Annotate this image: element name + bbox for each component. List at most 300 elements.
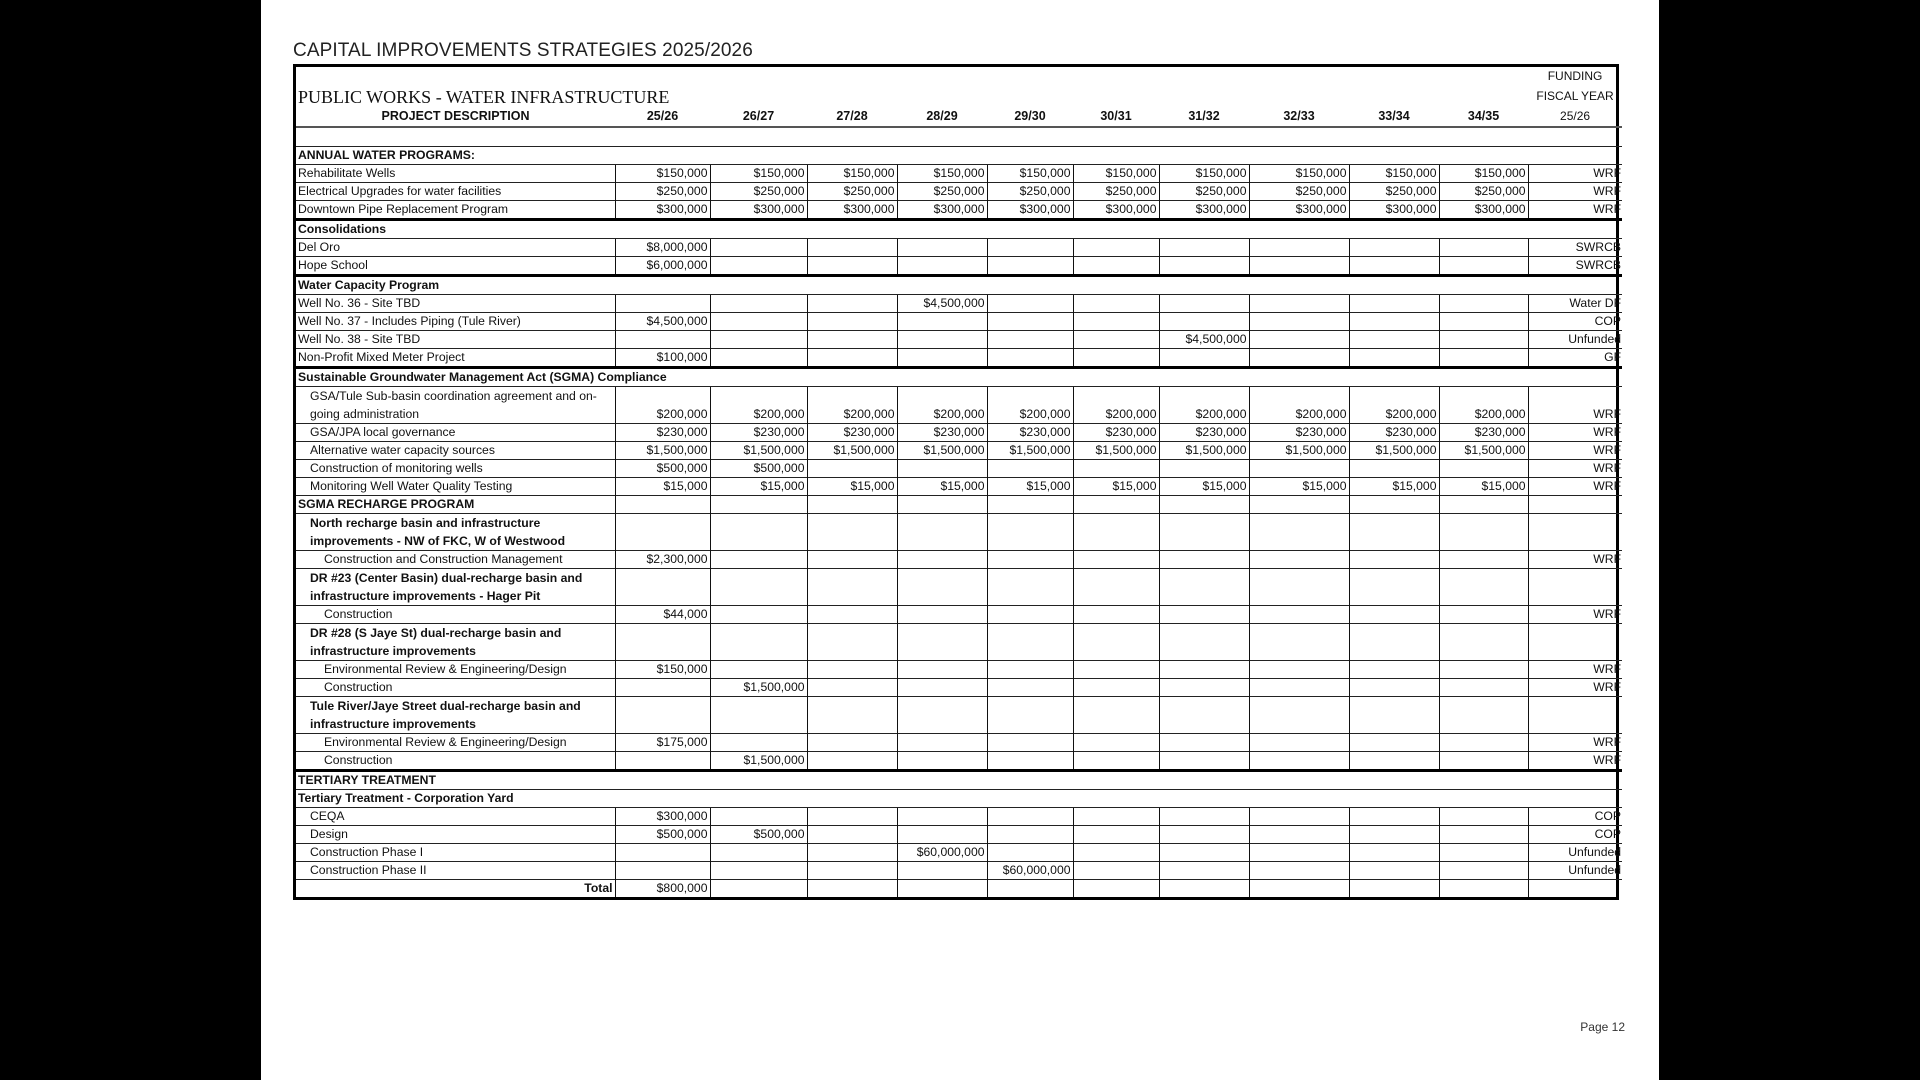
- amount-cell: [1073, 331, 1159, 349]
- amount-cell: [897, 239, 987, 257]
- amount-cell: $4,500,000: [1159, 331, 1249, 349]
- amount-cell: [1073, 734, 1159, 752]
- amount-cell: [987, 606, 1073, 624]
- amount-cell: [1073, 569, 1159, 606]
- amount-cell: [1249, 295, 1349, 313]
- amount-cell: [987, 679, 1073, 697]
- amount-cell: $200,000: [615, 387, 710, 424]
- amount-cell: [1073, 514, 1159, 551]
- amount-cell: [710, 844, 807, 862]
- amount-cell: [1349, 862, 1439, 880]
- section-header-row: [296, 276, 1622, 295]
- amount-cell: [1349, 624, 1439, 661]
- amount-cell: $300,000: [1349, 201, 1439, 220]
- funding-source-cell: COP: [1528, 808, 1622, 826]
- amount-cell: [1249, 697, 1349, 734]
- amount-cell: [1439, 844, 1528, 862]
- amount-cell: $800,000: [615, 880, 710, 898]
- capital-improvements-table: [296, 67, 1622, 897]
- amount-cell: [710, 349, 807, 368]
- section-header-row: [296, 771, 1622, 790]
- project-description: Well No. 38 - Site TBD: [296, 331, 615, 349]
- amount-cell: $230,000: [1073, 424, 1159, 442]
- amount-cell: [987, 826, 1073, 844]
- amount-cell: $150,000: [807, 165, 897, 183]
- amount-cell: [897, 569, 987, 606]
- amount-cell: $230,000: [1349, 424, 1439, 442]
- amount-cell: [897, 313, 987, 331]
- amount-cell: [987, 514, 1073, 551]
- amount-cell: [1439, 697, 1528, 734]
- funding-header-line1: FUNDING: [1547, 69, 1603, 83]
- funding-source-cell: [1528, 624, 1622, 661]
- amount-cell: $500,000: [710, 826, 807, 844]
- amount-cell: [1349, 606, 1439, 624]
- amount-cell: [1249, 257, 1349, 276]
- project-description: Environmental Review & Engineering/Design: [296, 734, 615, 752]
- amount-cell: $300,000: [615, 201, 710, 220]
- table-row: [296, 165, 1622, 183]
- amount-cell: $175,000: [615, 734, 710, 752]
- amount-cell: [987, 331, 1073, 349]
- agency-title: PUBLIC WORKS - WATER INFRASTRUCTURE: [298, 87, 670, 106]
- amount-cell: $250,000: [1249, 183, 1349, 201]
- table-row: [296, 478, 1622, 496]
- project-description: Rehabilitate Wells: [296, 165, 615, 183]
- amount-cell: $150,000: [1439, 165, 1528, 183]
- amount-cell: [1159, 239, 1249, 257]
- amount-cell: $44,000: [615, 606, 710, 624]
- table-row: [296, 460, 1622, 478]
- year-header: 31/32: [1188, 108, 1220, 123]
- amount-cell: [1159, 295, 1249, 313]
- funding-source-cell: WRF: [1528, 752, 1622, 771]
- header-row-agency: [296, 86, 1622, 106]
- amount-cell: [615, 844, 710, 862]
- project-description: Electrical Upgrades for water facilities: [296, 183, 615, 201]
- table-row: [296, 606, 1622, 624]
- project-description: DR #28 (S Jaye St) dual-recharge basin and infrastructure improvements: [296, 624, 615, 661]
- amount-cell: [710, 551, 807, 569]
- amount-cell: $8,000,000: [615, 239, 710, 257]
- table-row: [296, 349, 1622, 368]
- table-row: [296, 826, 1622, 844]
- year-header: 32/33: [1283, 108, 1315, 123]
- amount-cell: [1159, 606, 1249, 624]
- amount-cell: $250,000: [1159, 183, 1249, 201]
- amount-cell: [897, 880, 987, 898]
- section-title: Sustainable Groundwater Management Act (SGMA) Compliance: [296, 368, 1622, 387]
- amount-cell: [1249, 734, 1349, 752]
- amount-cell: [1349, 880, 1439, 898]
- amount-cell: [1073, 862, 1159, 880]
- amount-cell: [1349, 349, 1439, 368]
- amount-cell: [1249, 826, 1349, 844]
- amount-cell: [987, 697, 1073, 734]
- funding-source-cell: WRF: [1528, 442, 1622, 460]
- funding-source-cell: [1528, 496, 1622, 514]
- funding-source-cell: WRF: [1528, 679, 1622, 697]
- table-row: [296, 624, 1622, 661]
- amount-cell: [1439, 624, 1528, 661]
- project-description: Construction: [296, 679, 615, 697]
- amount-cell: [1249, 460, 1349, 478]
- project-description: Downtown Pipe Replacement Program: [296, 201, 615, 220]
- amount-cell: $250,000: [1439, 183, 1528, 201]
- project-description: Construction: [296, 752, 615, 771]
- document-page: [261, 0, 1659, 1080]
- funding-source-cell: WRF: [1528, 460, 1622, 478]
- table-row: [296, 734, 1622, 752]
- project-description: Design: [296, 826, 615, 844]
- amount-cell: $200,000: [1349, 387, 1439, 424]
- amount-cell: [1349, 295, 1439, 313]
- amount-cell: [1249, 862, 1349, 880]
- amount-cell: [710, 624, 807, 661]
- amount-cell: [1439, 460, 1528, 478]
- funding-source-cell: WRF: [1528, 551, 1622, 569]
- amount-cell: $15,000: [1249, 478, 1349, 496]
- amount-cell: $230,000: [710, 424, 807, 442]
- amount-cell: $150,000: [897, 165, 987, 183]
- amount-cell: [1439, 606, 1528, 624]
- amount-cell: [1073, 239, 1159, 257]
- project-description: DR #23 (Center Basin) dual-recharge basin and infrastructure improvements - Hager Pit: [296, 569, 615, 606]
- amount-cell: [1249, 880, 1349, 898]
- amount-cell: $250,000: [1073, 183, 1159, 201]
- project-description: Del Oro: [296, 239, 615, 257]
- amount-cell: [710, 514, 807, 551]
- amount-cell: $230,000: [807, 424, 897, 442]
- amount-cell: $200,000: [1249, 387, 1349, 424]
- amount-cell: [1439, 551, 1528, 569]
- amount-cell: [807, 624, 897, 661]
- amount-cell: $150,000: [1249, 165, 1349, 183]
- funding-source-cell: WRF: [1528, 387, 1622, 424]
- amount-cell: [1439, 862, 1528, 880]
- amount-cell: [1159, 551, 1249, 569]
- project-description: Alternative water capacity sources: [296, 442, 615, 460]
- amount-cell: [897, 331, 987, 349]
- amount-cell: $300,000: [1073, 201, 1159, 220]
- amount-cell: $15,000: [710, 478, 807, 496]
- amount-cell: [807, 331, 897, 349]
- amount-cell: [1249, 551, 1349, 569]
- funding-header-line2: FISCAL YEAR: [1536, 88, 1614, 103]
- amount-cell: [615, 569, 710, 606]
- amount-cell: [807, 880, 897, 898]
- funding-source-cell: SWRCB: [1528, 239, 1622, 257]
- year-header: 28/29: [926, 108, 958, 123]
- amount-cell: [897, 826, 987, 844]
- funding-header-line3: 25/26: [1560, 108, 1591, 123]
- amount-cell: $250,000: [807, 183, 897, 201]
- amount-cell: [1159, 624, 1249, 661]
- table-row: [296, 697, 1622, 734]
- funding-source-cell: WRF: [1528, 478, 1622, 496]
- amount-cell: [1159, 496, 1249, 514]
- amount-cell: [615, 697, 710, 734]
- funding-source-cell: Unfunded: [1528, 844, 1622, 862]
- funding-source-cell: [1528, 880, 1622, 898]
- amount-cell: [807, 808, 897, 826]
- amount-cell: [807, 606, 897, 624]
- project-description: Environmental Review & Engineering/Design: [296, 661, 615, 679]
- amount-cell: [897, 496, 987, 514]
- amount-cell: $230,000: [615, 424, 710, 442]
- total-label: Total: [296, 880, 615, 898]
- amount-cell: $150,000: [1073, 165, 1159, 183]
- amount-cell: [1439, 752, 1528, 771]
- amount-cell: [615, 331, 710, 349]
- funding-source-cell: Unfunded: [1528, 862, 1622, 880]
- amount-cell: [987, 257, 1073, 276]
- amount-cell: $150,000: [710, 165, 807, 183]
- amount-cell: [1349, 514, 1439, 551]
- amount-cell: [1159, 679, 1249, 697]
- project-description: Construction: [296, 606, 615, 624]
- year-header: 26/27: [742, 108, 775, 123]
- amount-cell: [987, 734, 1073, 752]
- amount-cell: [1439, 313, 1528, 331]
- amount-cell: [615, 752, 710, 771]
- amount-cell: [710, 313, 807, 331]
- amount-cell: [1073, 496, 1159, 514]
- amount-cell: [615, 862, 710, 880]
- amount-cell: $500,000: [710, 460, 807, 478]
- funding-source-cell: WRF: [1528, 734, 1622, 752]
- amount-cell: [1439, 808, 1528, 826]
- amount-cell: [1073, 295, 1159, 313]
- funding-source-cell: WRF: [1528, 606, 1622, 624]
- amount-cell: [897, 679, 987, 697]
- amount-cell: [1159, 826, 1249, 844]
- amount-cell: [807, 752, 897, 771]
- amount-cell: $15,000: [615, 478, 710, 496]
- amount-cell: $15,000: [807, 478, 897, 496]
- amount-cell: $250,000: [615, 183, 710, 201]
- amount-cell: $1,500,000: [897, 442, 987, 460]
- amount-cell: $200,000: [807, 387, 897, 424]
- amount-cell: [1349, 661, 1439, 679]
- amount-cell: $200,000: [1073, 387, 1159, 424]
- table-row: [296, 661, 1622, 679]
- table-row: [296, 551, 1622, 569]
- amount-cell: [1073, 844, 1159, 862]
- table-row: [296, 257, 1622, 276]
- amount-cell: [710, 257, 807, 276]
- amount-cell: $300,000: [987, 201, 1073, 220]
- amount-cell: [807, 661, 897, 679]
- amount-cell: [1249, 331, 1349, 349]
- funding-source-cell: WRF: [1528, 424, 1622, 442]
- amount-cell: $200,000: [897, 387, 987, 424]
- amount-cell: $1,500,000: [615, 442, 710, 460]
- amount-cell: [807, 313, 897, 331]
- amount-cell: [1439, 295, 1528, 313]
- project-description: Hope School: [296, 257, 615, 276]
- project-description: CEQA: [296, 808, 615, 826]
- amount-cell: [1159, 862, 1249, 880]
- amount-cell: [1439, 514, 1528, 551]
- amount-cell: [615, 624, 710, 661]
- funding-source-cell: [1528, 697, 1622, 734]
- amount-cell: $1,500,000: [807, 442, 897, 460]
- table-row: [296, 424, 1622, 442]
- funding-source-cell: [1528, 514, 1622, 551]
- amount-cell: [897, 697, 987, 734]
- amount-cell: [710, 295, 807, 313]
- document-title: CAPITAL IMPROVEMENTS STRATEGIES 2025/2026: [293, 40, 753, 61]
- amount-cell: [897, 514, 987, 551]
- amount-cell: $15,000: [1439, 478, 1528, 496]
- spacer-row: [296, 127, 1622, 147]
- amount-cell: [710, 496, 807, 514]
- table-row: [296, 295, 1622, 313]
- amount-cell: $200,000: [1159, 387, 1249, 424]
- amount-cell: [710, 734, 807, 752]
- amount-cell: [1349, 551, 1439, 569]
- amount-cell: $15,000: [897, 478, 987, 496]
- amount-cell: [1073, 661, 1159, 679]
- amount-cell: [1249, 808, 1349, 826]
- table-row: [296, 752, 1622, 771]
- amount-cell: $200,000: [1439, 387, 1528, 424]
- amount-cell: $250,000: [710, 183, 807, 201]
- amount-cell: $1,500,000: [987, 442, 1073, 460]
- amount-cell: [1349, 808, 1439, 826]
- amount-cell: $200,000: [987, 387, 1073, 424]
- amount-cell: $1,500,000: [1439, 442, 1528, 460]
- amount-cell: $230,000: [897, 424, 987, 442]
- amount-cell: [807, 239, 897, 257]
- amount-cell: [807, 460, 897, 478]
- amount-cell: $300,000: [897, 201, 987, 220]
- amount-cell: $15,000: [987, 478, 1073, 496]
- amount-cell: [1349, 569, 1439, 606]
- amount-cell: [1439, 880, 1528, 898]
- amount-cell: [1249, 569, 1349, 606]
- amount-cell: [1349, 734, 1439, 752]
- amount-cell: [1249, 496, 1349, 514]
- amount-cell: [1439, 661, 1528, 679]
- project-description: Construction Phase I: [296, 844, 615, 862]
- amount-cell: [987, 808, 1073, 826]
- funding-source-cell: Water DF: [1528, 295, 1622, 313]
- amount-cell: $150,000: [1159, 165, 1249, 183]
- funding-source-cell: WRF: [1528, 661, 1622, 679]
- funding-source-cell: WRF: [1528, 183, 1622, 201]
- amount-cell: [807, 697, 897, 734]
- funding-source-cell: WRF: [1528, 201, 1622, 220]
- project-description: Construction Phase II: [296, 862, 615, 880]
- amount-cell: $1,500,000: [710, 442, 807, 460]
- amount-cell: [710, 239, 807, 257]
- amount-cell: [807, 257, 897, 276]
- amount-cell: [987, 313, 1073, 331]
- amount-cell: $300,000: [615, 808, 710, 826]
- section-title: Consolidations: [296, 220, 1622, 239]
- amount-cell: $150,000: [1349, 165, 1439, 183]
- amount-cell: [1073, 313, 1159, 331]
- amount-cell: [710, 661, 807, 679]
- amount-cell: [897, 257, 987, 276]
- amount-cell: [615, 514, 710, 551]
- year-header: 30/31: [1100, 108, 1132, 123]
- amount-cell: $15,000: [1073, 478, 1159, 496]
- amount-cell: [1073, 697, 1159, 734]
- amount-cell: [1073, 679, 1159, 697]
- amount-cell: $150,000: [615, 661, 710, 679]
- amount-cell: [1073, 460, 1159, 478]
- table-row: [296, 569, 1622, 606]
- amount-cell: [1159, 313, 1249, 331]
- amount-cell: $230,000: [1159, 424, 1249, 442]
- year-header: 29/30: [1014, 108, 1046, 123]
- amount-cell: $500,000: [615, 460, 710, 478]
- section-title: Water Capacity Program: [296, 276, 1622, 295]
- amount-cell: [897, 349, 987, 368]
- amount-cell: [1439, 239, 1528, 257]
- amount-cell: [1159, 460, 1249, 478]
- project-description: GSA/Tule Sub-basin coordination agreement and on-going administration: [296, 387, 615, 424]
- amount-cell: [710, 569, 807, 606]
- amount-cell: [987, 624, 1073, 661]
- table-row: [296, 862, 1622, 880]
- amount-cell: [807, 496, 897, 514]
- amount-cell: [1159, 349, 1249, 368]
- amount-cell: [1073, 752, 1159, 771]
- amount-cell: [897, 661, 987, 679]
- year-header: 25/26: [646, 108, 679, 123]
- amount-cell: [897, 460, 987, 478]
- amount-cell: [1249, 514, 1349, 551]
- amount-cell: $1,500,000: [1249, 442, 1349, 460]
- amount-cell: [1249, 752, 1349, 771]
- amount-cell: [1349, 313, 1439, 331]
- amount-cell: [807, 551, 897, 569]
- amount-cell: [1159, 514, 1249, 551]
- project-description: Non-Profit Mixed Meter Project: [296, 349, 615, 368]
- table-row: [296, 679, 1622, 697]
- section-header-row: [296, 220, 1622, 239]
- total-row: [296, 880, 1622, 898]
- amount-cell: [710, 862, 807, 880]
- amount-cell: [710, 880, 807, 898]
- amount-cell: [1073, 808, 1159, 826]
- section-header-row: [296, 496, 1622, 514]
- amount-cell: $1,500,000: [1159, 442, 1249, 460]
- amount-cell: [1249, 624, 1349, 661]
- amount-cell: $4,500,000: [615, 313, 710, 331]
- funding-source-cell: [1528, 569, 1622, 606]
- amount-cell: [987, 551, 1073, 569]
- section-title: ANNUAL WATER PROGRAMS:: [296, 147, 1622, 165]
- amount-cell: [897, 551, 987, 569]
- amount-cell: $60,000,000: [897, 844, 987, 862]
- amount-cell: [987, 752, 1073, 771]
- amount-cell: [615, 496, 710, 514]
- funding-source-cell: WRF: [1528, 165, 1622, 183]
- amount-cell: [807, 349, 897, 368]
- table-row: [296, 201, 1622, 220]
- amount-cell: $4,500,000: [897, 295, 987, 313]
- amount-cell: $1,500,000: [1349, 442, 1439, 460]
- amount-cell: [807, 862, 897, 880]
- capital-improvements-table-frame: [293, 64, 1622, 900]
- amount-cell: $300,000: [1159, 201, 1249, 220]
- amount-cell: [1073, 551, 1159, 569]
